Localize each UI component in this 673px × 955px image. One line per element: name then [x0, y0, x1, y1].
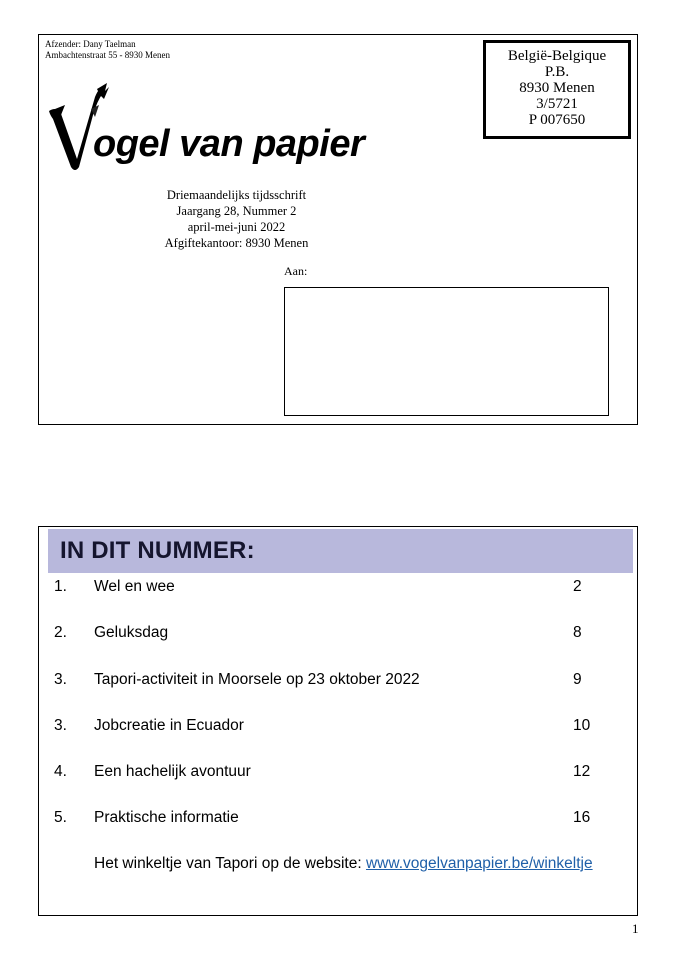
toc-item-page: 12	[573, 763, 591, 781]
subtitle-line: Afgiftekantoor: 8930 Menen	[164, 236, 309, 250]
recipient-address-box	[284, 287, 609, 416]
toc-title: IN DIT NUMMER:	[60, 537, 255, 564]
logo-title: ogel van papier	[93, 123, 365, 165]
sender-address	[45, 39, 170, 61]
toc-item-label: Jobcreatie in Ecuador	[94, 716, 244, 734]
webshop-link[interactable]: www.vogelvanpapier.be/winkeltje	[365, 855, 593, 872]
subtitle-line: april-mei-juni 2022	[187, 220, 286, 234]
stamp-line: P.B.	[544, 64, 570, 80]
toc-item	[39, 804, 637, 850]
stamp-line: P 007650	[528, 112, 586, 128]
toc-item-number: 1.	[54, 578, 67, 595]
toc-item-page: 8	[573, 624, 582, 642]
page-number: 1	[632, 921, 639, 936]
sender-street: Ambachtenstraat 55 - 8930 Menen	[45, 50, 170, 60]
toc-item	[39, 712, 637, 758]
sender-name: Afzender: Dany Taelman	[45, 39, 136, 49]
cover-panel	[38, 34, 638, 425]
subtitle-line: Driemaandelijks tijdsschrift	[166, 188, 307, 202]
toc-item-page: 16	[573, 809, 591, 827]
recipient-label: Aan:	[284, 264, 308, 278]
toc-item	[39, 619, 637, 665]
subtitle-line: Jaargang 28, Nummer 2	[176, 204, 297, 218]
toc-item-label: Een hachelijk avontuur	[94, 763, 251, 781]
toc-item-number: 3.	[54, 670, 67, 688]
toc-header	[48, 529, 633, 573]
toc-item	[39, 573, 637, 619]
publication-details	[144, 187, 329, 251]
toc-item-number: 4.	[54, 763, 67, 781]
postage-stamp-box	[483, 40, 631, 139]
toc-item	[39, 758, 637, 804]
toc-footer-text: Het winkeltje van Tapori op de website:	[94, 855, 366, 872]
toc-footer	[94, 855, 593, 873]
toc-item-page: 2	[573, 578, 582, 595]
toc-item-page: 10	[573, 716, 591, 734]
toc-item-page: 9	[573, 670, 582, 688]
toc-list	[39, 573, 637, 851]
toc-item-number: 5.	[54, 809, 67, 827]
stamp-line: 8930 Menen	[519, 80, 595, 96]
toc-item-label: Wel en wee	[94, 578, 175, 595]
toc-item	[39, 666, 637, 712]
toc-item-label: Tapori-activiteit in Moorsele op 23 oktober 2022	[94, 670, 420, 688]
magazine-logo	[47, 81, 427, 176]
toc-item-label: Praktische informatie	[94, 809, 239, 827]
toc-item-number: 3.	[54, 716, 67, 734]
toc-item-number: 2.	[54, 624, 67, 642]
toc-item-label: Geluksdag	[94, 624, 169, 642]
stamp-line: 3/5721	[536, 96, 578, 112]
table-of-contents	[38, 526, 638, 916]
stamp-line: België-Belgique	[507, 48, 607, 64]
